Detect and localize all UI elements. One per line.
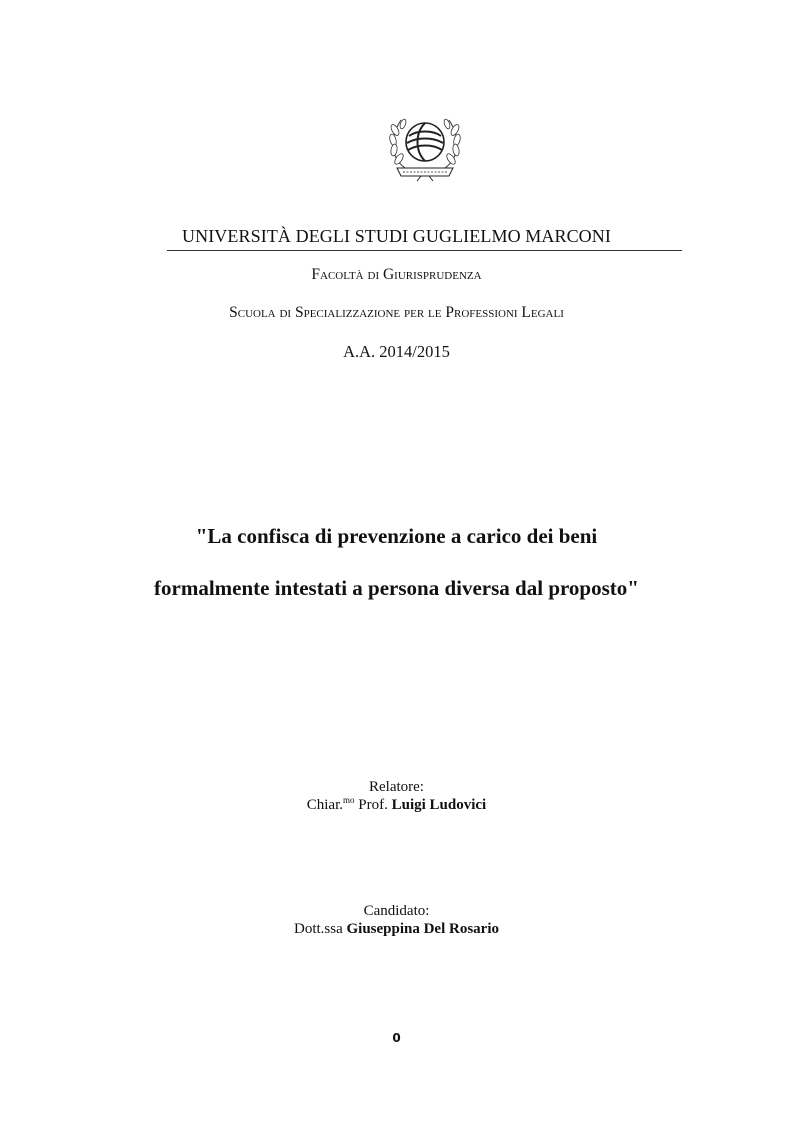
university-name: UNIVERSITÀ DEGLI STUDI GUGLIELMO MARCONI [182, 226, 611, 246]
faculty-name: Facoltà di Giurisprudenza [311, 266, 482, 283]
page-number: 0 [392, 1031, 401, 1045]
supervisor-name: Luigi Ludovici [391, 797, 487, 813]
candidate-line [0, 921, 793, 938]
academic-year: A.A. 2014/2015 [343, 342, 450, 361]
supervisor-title: Prof. [354, 797, 392, 813]
school-name: Scuola di Specializzazione per le Professioni Legali [229, 304, 564, 321]
supervisor-superscript: mo [343, 795, 355, 805]
supervisor-prefix: Chiar. [306, 797, 343, 813]
supervisor-line [0, 797, 793, 814]
supervisor-label: Relatore: [369, 779, 424, 795]
university-seal-icon [383, 108, 467, 182]
candidate-name: Giuseppina Del Rosario [346, 921, 500, 937]
candidate-label: Candidato: [363, 903, 430, 919]
header-divider [167, 250, 682, 251]
thesis-title-line-2: formalmente intestati a persona diversa dal proposto" [154, 576, 639, 600]
candidate-prefix: Dott.ssa [293, 921, 347, 937]
thesis-title-line-1: "La confisca di prevenzione a carico dei beni [195, 524, 598, 548]
